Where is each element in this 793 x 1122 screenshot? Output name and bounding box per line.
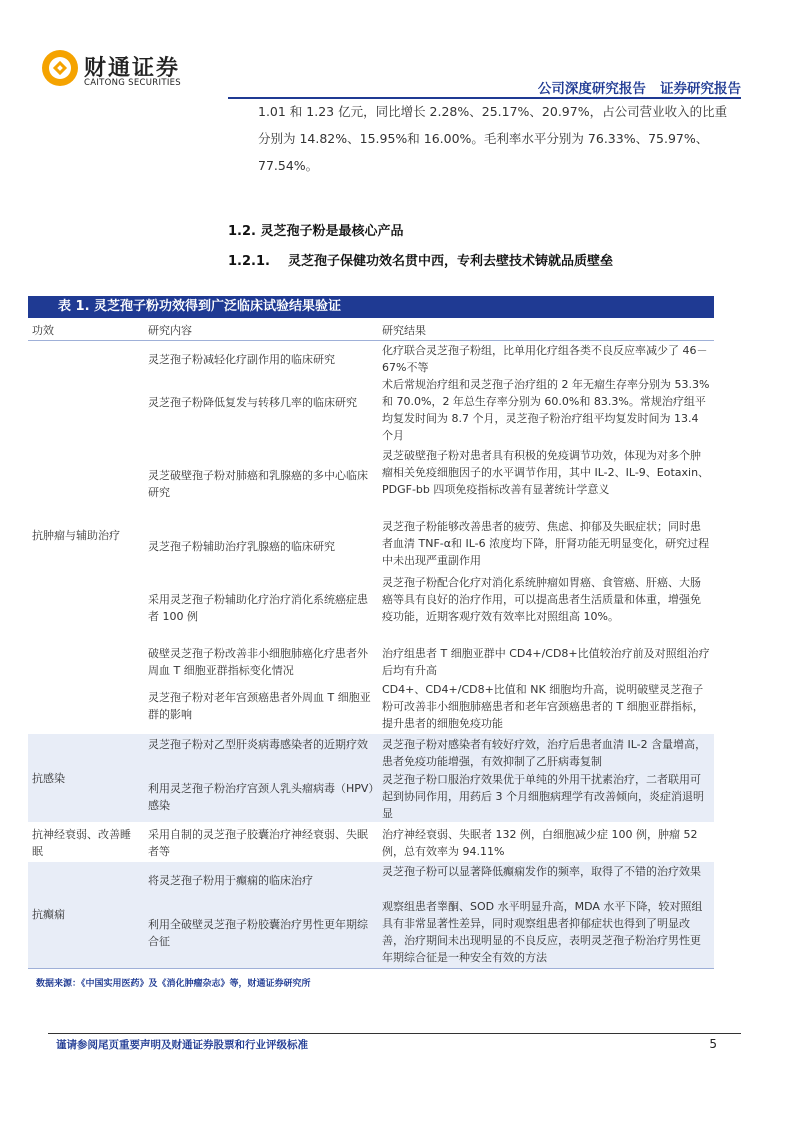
table-bottom-divider	[28, 968, 714, 969]
table-row-content: 灵芝孢子粉辅助治疗乳腺癌的临床研究	[148, 540, 335, 553]
report-type: 公司深度研究报告 证券研究报告	[537, 81, 741, 97]
table-row-result: 灵芝孢子粉配合化疗对消化系统肿瘤如胃癌、食管癌、肝癌、大肠癌等具有良好的治疗作用，可以提高患者生活质量和体重，增强免疫功能，近期客观疗效有效率比对照组高 10%。	[382, 576, 701, 623]
table-group-anti-infection	[28, 734, 714, 822]
company-logo	[40, 48, 200, 94]
table-row-content: 将灵芝孢子粉用于癫痫的临床治疗	[148, 874, 313, 887]
table-row-result: 灵芝破壁孢子粉对患者具有积极的免疫调节功效，体现为对多个肿瘤相关免疫细胞因子的水平调节作用，其中 IL-2、IL-9、Eotaxin、PDGF-bb 四项免疫指标改善有显著统计学意义	[382, 449, 710, 496]
table-row-result: 灵芝孢子粉能够改善患者的疲劳、焦虑、抑郁及失眠症状；同时患者血清 TNF-α和 IL-6 浓度均下降，肝肾功能无明显变化，研究过程中未出现严重副作用	[382, 520, 710, 567]
category-label: 抗感染	[32, 772, 65, 785]
table-group-antitumor	[28, 341, 714, 733]
table-row-result: 灵芝孢子粉对感染者有较好疗效，治疗后患者血清 IL-2 含量增高，患者免疫功能增强，有效抑制了乙肝病毒复制	[382, 738, 707, 768]
table-row-content: 破壁灵芝孢子粉改善非小细胞肺癌化疗患者外周血 T 细胞亚群指标变化情况	[148, 647, 368, 677]
table-row-result: 灵芝孢子粉口服治疗效果优于单纯的外用干扰素治疗，二者联用可起到协同作用，用药后 3 个月细胞病理学有改善倾向，炎症消退明显	[382, 773, 704, 820]
table-row-result: 治疗神经衰弱、失眠者 132 例，白细胞减少症 100 例，肿瘤 52 例，总有效率为 94.11%	[382, 828, 698, 858]
table-row-result: 观察组患者睾酮、SOD 水平明显升高，MDA 水平下降，较对照组具有非常显著性差异，同时观察组患者抑郁症状也得到了明显改善，治疗期间未出现明显的不良反应，表明灵芝孢子粉治疗男性更年期综合征是一种安全有效的方法	[382, 900, 703, 964]
table-row-content: 灵芝孢子粉降低复发与转移几率的临床研究	[148, 396, 357, 409]
table-group-sleep	[28, 823, 714, 861]
col-header-result: 研究结果	[382, 324, 426, 337]
brand-name-en: CAITONG SECURITIES	[84, 78, 181, 88]
table-row-result: 术后常规治疗组和灵芝孢子治疗组的 2 年无瘤生存率分别为 53.3%和 70.0%，2 年总生存率分别为 60.0%和 83.3%。常规治疗组平均复发时间为 8.7 个月，灵芝孢子粉治疗组平均复发时间为 13.4 个月	[382, 378, 710, 442]
table-row-content: 灵芝破壁孢子粉对肺癌和乳腺癌的多中心临床研究	[148, 469, 368, 499]
footer-divider	[48, 1033, 741, 1034]
table-row-result: 化疗联合灵芝孢子粉组，比单用化疗组各类不良反应率减少了 46－67%不等	[382, 344, 708, 374]
table-row-result: 灵芝孢子粉可以显著降低癫痫发作的频率，取得了不错的治疗效果	[382, 865, 701, 878]
table-row-content: 利用全破壁灵芝孢子粉胶囊治疗男性更年期综合征	[148, 918, 368, 948]
col-header-content: 研究内容	[148, 324, 192, 337]
table-header	[28, 318, 714, 340]
category-label: 抗肿瘤与辅助治疗	[32, 529, 120, 542]
page-number: 5	[709, 1037, 717, 1051]
intro-paragraph: 1.01 和 1.23 亿元，同比增长 2.28%、25.17%、20.97%，占公司营业收入的比重分别为 14.82%、15.95%和 16.00%。毛利率水平分别为 76.33%、75.97%、77.54%。	[258, 104, 728, 173]
table-title: 表 1. 灵芝孢子粉功效得到广泛临床试验结果验证	[28, 296, 714, 318]
subsection-heading: 1.2.1. 灵芝孢子保健功效名贯中西，专利去壁技术铸就品质壁垒	[228, 254, 614, 269]
table-row-content: 灵芝孢子粉对老年宫颈癌患者外周血 T 细胞亚群的影响	[148, 691, 371, 721]
col-header-effect: 功效	[32, 324, 54, 337]
category-label: 抗癫痫	[32, 908, 65, 921]
table-row-result: 治疗组患者 T 细胞亚群中 CD4+/CD8+比值较治疗前及对照组治疗后均有升高	[382, 647, 710, 677]
footer-disclaimer: 谨请参阅尾页重要声明及财通证券股票和行业评级标准	[56, 1039, 308, 1051]
table-group-epilepsy	[28, 862, 714, 968]
section-heading: 1.2. 灵芝孢子粉是最核心产品	[228, 224, 404, 239]
caitong-logo-icon	[40, 48, 80, 88]
source-note: 数据来源：《中国实用医药》及《消化肿瘤杂志》等，财通证券研究所	[36, 979, 311, 989]
table-row-content: 利用灵芝孢子粉治疗宫颈人乳头瘤病毒（HPV）感染	[148, 782, 374, 812]
table-row-content: 灵芝孢子粉减轻化疗副作用的临床研究	[148, 353, 335, 366]
table-row-content: 灵芝孢子粉对乙型肝炎病毒感染者的近期疗效	[148, 738, 368, 751]
category-label: 抗神经衰弱、改善睡眠	[32, 828, 131, 858]
brand-name-cn: 财通证券	[84, 56, 181, 81]
table-row-content: 采用灵芝孢子粉辅助化疗治疗消化系统癌症患者 100 例	[148, 593, 368, 623]
table-row-result: CD4+、CD4+/CD8+比值和 NK 细胞均升高，说明破壁灵芝孢子粉可改善非小细胞肺癌患者和老年宫颈癌患者的 T 细胞亚群指标，提升患者的细胞免疫功能	[382, 683, 704, 730]
table-row-content: 采用自制的灵芝孢子胶囊治疗神经衰弱、失眠者等	[148, 828, 368, 858]
